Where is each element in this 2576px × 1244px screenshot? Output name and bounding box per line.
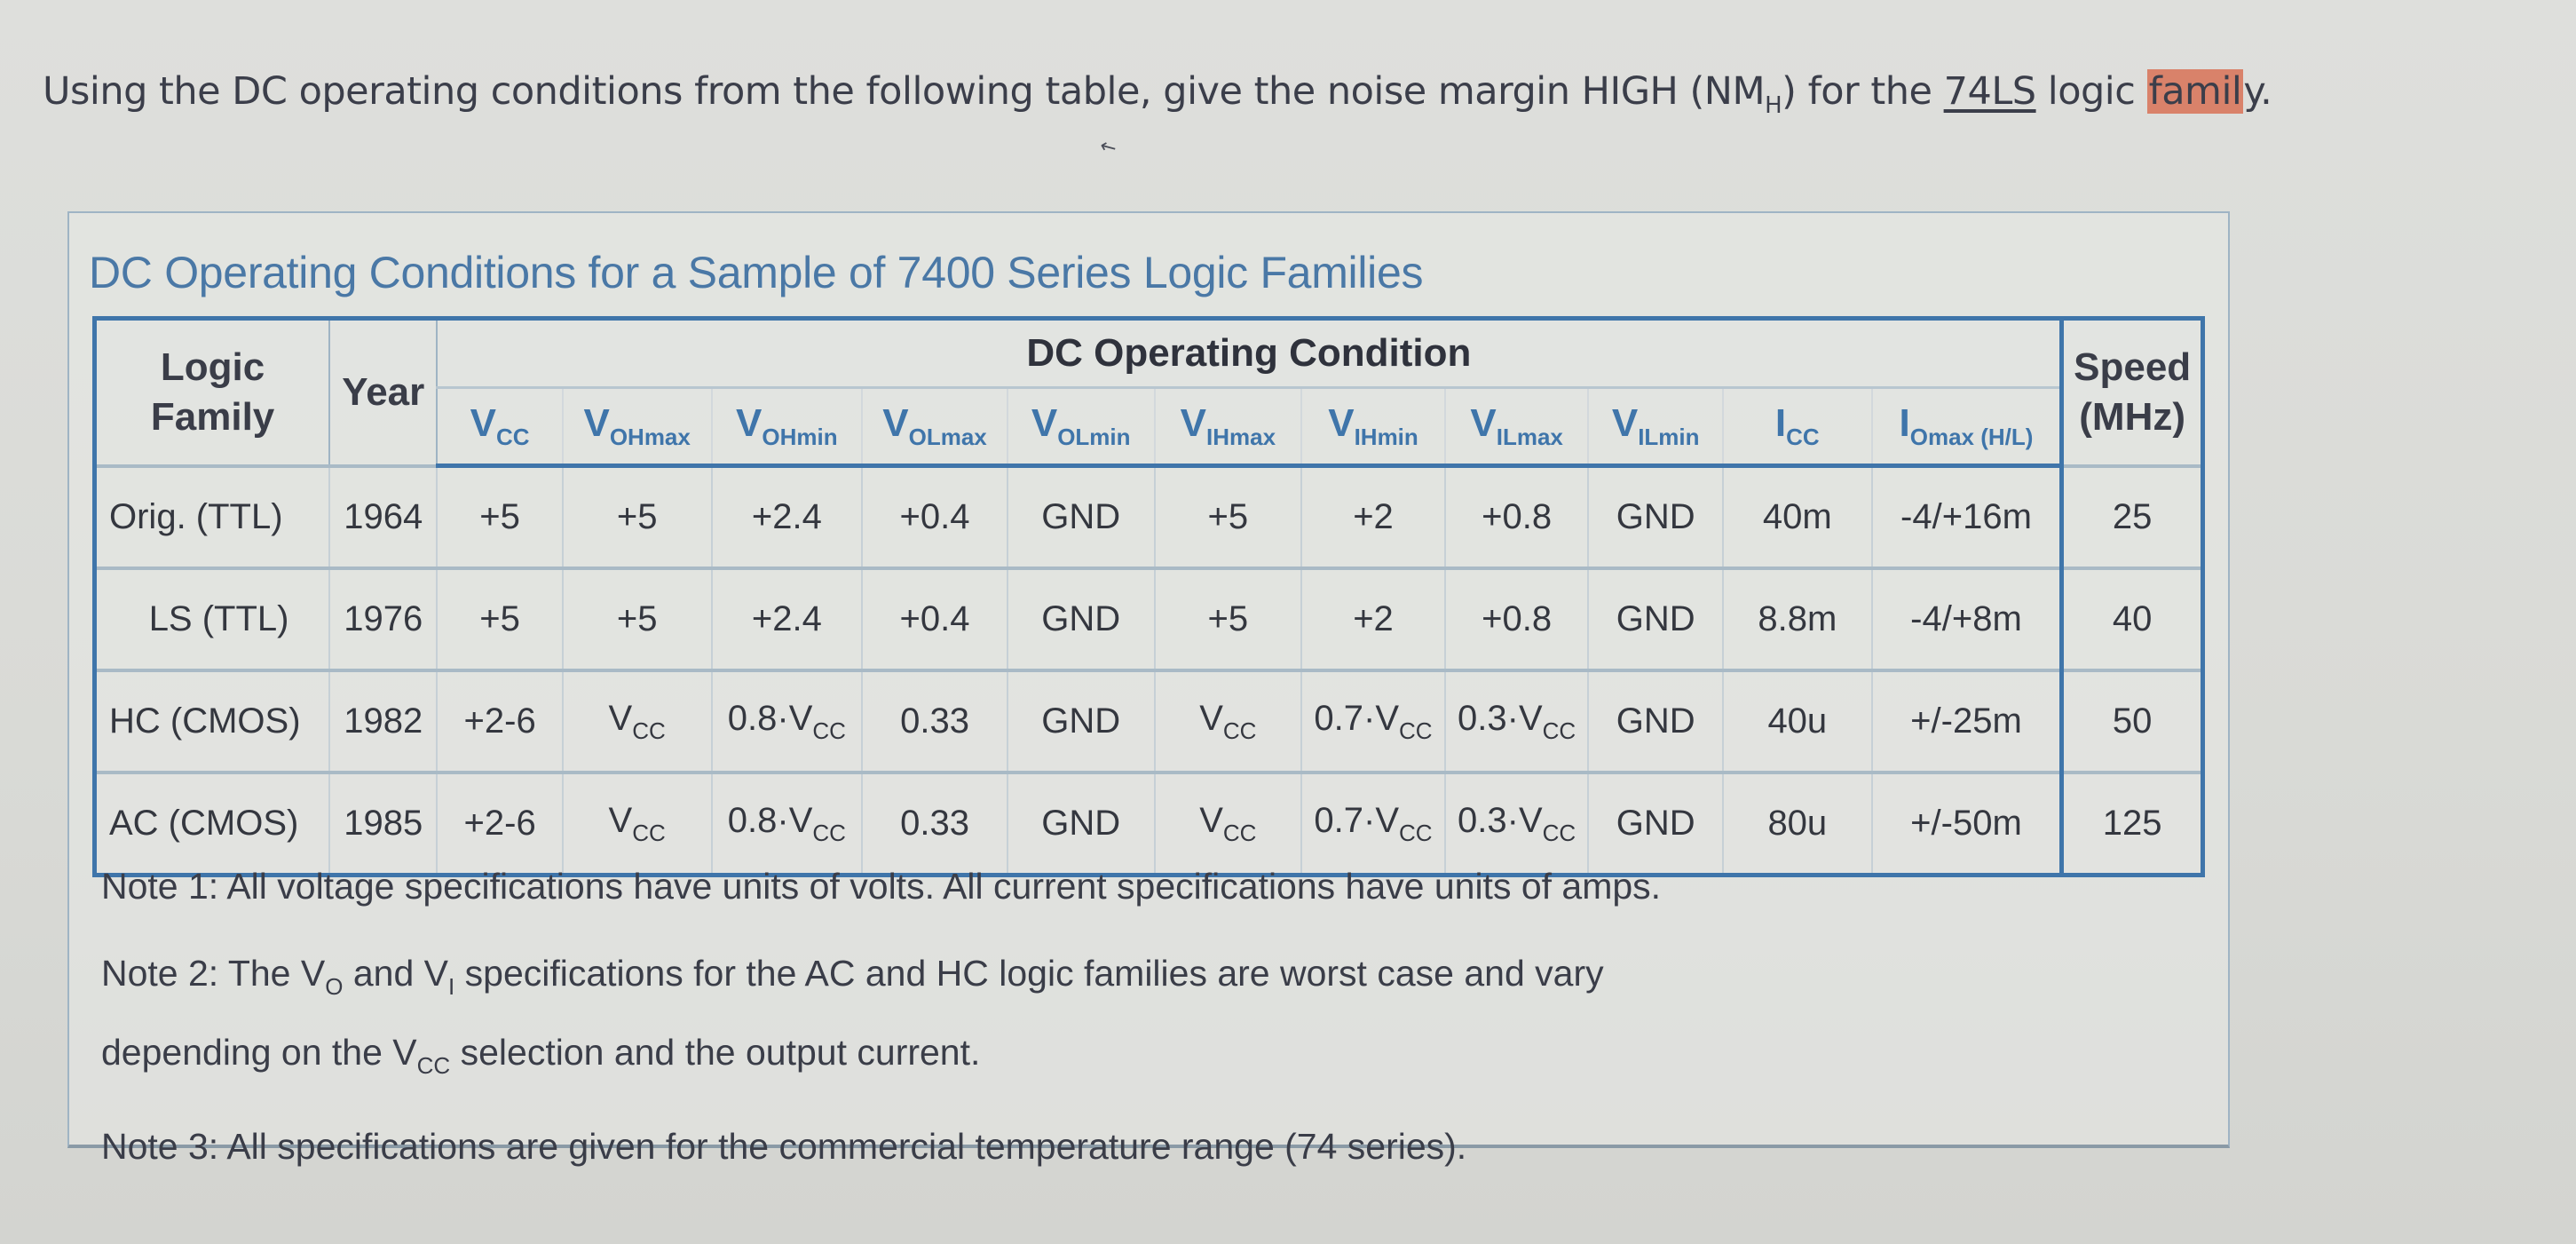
question-subscript: H bbox=[1765, 92, 1782, 119]
header-vihmin bbox=[1301, 388, 1445, 466]
cell-vihmin bbox=[1301, 773, 1445, 876]
cell-vihmax: +5 bbox=[1155, 466, 1302, 569]
param-sub: ILmax bbox=[1496, 424, 1563, 450]
param-sub: OLmin bbox=[1057, 424, 1131, 450]
cell-vcc: +5 bbox=[437, 568, 562, 670]
question-text bbox=[43, 69, 2272, 119]
value-base: V bbox=[1518, 800, 1543, 840]
header-iomax bbox=[1872, 388, 2062, 466]
value-prefix: 0.3· bbox=[1458, 698, 1519, 738]
cell-vilmin: GND bbox=[1588, 773, 1723, 876]
value-sub: CC bbox=[1542, 819, 1576, 846]
value-base: V bbox=[788, 698, 813, 738]
value-prefix: 0.8· bbox=[727, 800, 789, 840]
header-vohmax bbox=[563, 388, 712, 466]
param-sub: OHmax bbox=[609, 424, 691, 450]
header-speed bbox=[2062, 319, 2203, 466]
cell-vilmax: +0.8 bbox=[1445, 568, 1589, 670]
value-sub: CC bbox=[1222, 819, 1257, 846]
question-prefix: Using the DC operating conditions from the following table, give the noise margin HIGH (NM bbox=[43, 69, 1766, 114]
param-sub: IHmin bbox=[1354, 424, 1418, 450]
dc-conditions-panel bbox=[67, 211, 2230, 1167]
cell-vihmax bbox=[1155, 773, 1302, 876]
header-vohmin bbox=[712, 388, 863, 466]
value-prefix: 0.8· bbox=[727, 698, 789, 738]
value-base: V bbox=[1199, 800, 1223, 840]
note-2-text: selection and the output current. bbox=[450, 1032, 981, 1073]
param-base: I bbox=[1774, 401, 1787, 445]
cell-family: HC (CMOS) bbox=[95, 670, 330, 773]
mouse-cursor-icon: ↖ bbox=[1094, 132, 1121, 161]
header-year: Year bbox=[329, 319, 437, 466]
cell-vohmax: +5 bbox=[563, 568, 712, 670]
value-base: V bbox=[1199, 698, 1223, 738]
cell-vohmax: +5 bbox=[563, 466, 712, 569]
cell-vihmin: +2 bbox=[1301, 568, 1445, 670]
cell-vilmax bbox=[1445, 670, 1589, 773]
value-sub: CC bbox=[1222, 717, 1257, 744]
value-sub: CC bbox=[1399, 819, 1433, 846]
cell-iomax: +/-25m bbox=[1872, 670, 2062, 773]
header-vihmax bbox=[1155, 388, 1302, 466]
cell-vohmax bbox=[563, 773, 712, 876]
value-base: V bbox=[788, 800, 813, 840]
cell-vcc: +2-6 bbox=[437, 773, 562, 876]
cell-icc: 40u bbox=[1723, 670, 1872, 773]
cell-vihmin: +2 bbox=[1301, 466, 1445, 569]
panel-title: DC Operating Conditions for a Sample of 7400 Series Logic Families bbox=[89, 248, 1424, 297]
cell-icc: 8.8m bbox=[1723, 568, 1872, 670]
question-middle: ) for the bbox=[1782, 69, 1944, 114]
header-logic-family-line1: Logic bbox=[160, 345, 265, 389]
cell-iomax: -4/+8m bbox=[1872, 568, 2062, 670]
dc-operating-conditions-table bbox=[92, 316, 2205, 877]
header-vcc bbox=[437, 388, 562, 466]
cell-vilmin: GND bbox=[1588, 670, 1723, 773]
question-highlighted-text: famil bbox=[2148, 69, 2242, 114]
cell-volmin: GND bbox=[1007, 773, 1155, 876]
param-base: V bbox=[1328, 401, 1355, 445]
cell-vcc: +2-6 bbox=[437, 670, 562, 773]
cell-volmin: GND bbox=[1007, 670, 1155, 773]
cell-volmax: 0.33 bbox=[862, 773, 1007, 876]
cell-speed: 50 bbox=[2062, 670, 2203, 773]
param-base: V bbox=[1470, 401, 1497, 445]
question-underlined-term: 74LS bbox=[1943, 69, 2036, 114]
header-vilmax bbox=[1445, 388, 1589, 466]
cell-vilmin: GND bbox=[1588, 466, 1723, 569]
cell-vohmin bbox=[712, 773, 863, 876]
header-icc bbox=[1723, 388, 1872, 466]
cell-vihmax: +5 bbox=[1155, 568, 1302, 670]
cell-iomax: +/-50m bbox=[1872, 773, 2062, 876]
value-prefix: 0.7· bbox=[1314, 698, 1376, 738]
param-sub: CC bbox=[496, 424, 530, 450]
cell-vihmax bbox=[1155, 670, 1302, 773]
cell-year: 1976 bbox=[329, 568, 437, 670]
param-base: V bbox=[736, 401, 763, 445]
note-3: Note 3: All specifications are given for the commercial temperature range (74 series). bbox=[101, 1126, 1467, 1167]
cell-vilmin: GND bbox=[1588, 568, 1723, 670]
cell-year: 1964 bbox=[329, 466, 437, 569]
note-2-sub: CC bbox=[416, 1052, 451, 1079]
cell-year: 1982 bbox=[329, 670, 437, 773]
cell-volmax: 0.33 bbox=[862, 670, 1007, 773]
question-before-highlight: logic bbox=[2035, 69, 2147, 114]
value-sub: CC bbox=[812, 717, 846, 744]
cell-vihmin bbox=[1301, 670, 1445, 773]
header-vilmin bbox=[1588, 388, 1723, 466]
cell-volmin: GND bbox=[1007, 466, 1155, 569]
header-dc-operating-condition: DC Operating Condition bbox=[437, 319, 2061, 388]
value-base: V bbox=[1518, 698, 1543, 738]
cell-family: AC (CMOS) bbox=[95, 773, 330, 876]
cell-vohmin: +2.4 bbox=[712, 466, 863, 569]
note-2-sub: O bbox=[325, 973, 344, 1000]
value-sub: CC bbox=[632, 717, 666, 744]
param-base: V bbox=[470, 401, 496, 445]
param-base: V bbox=[583, 401, 610, 445]
value-sub: CC bbox=[1399, 717, 1433, 744]
cell-vcc: +5 bbox=[437, 466, 562, 569]
note-1: Note 1: All voltage specifications have units of volts. All current specifications have units of amps. bbox=[101, 866, 1662, 907]
param-base: V bbox=[1180, 401, 1206, 445]
note-2-text: Note 2: The V bbox=[101, 953, 326, 994]
question-suffix: y. bbox=[2243, 69, 2272, 114]
cell-volmin: GND bbox=[1007, 568, 1155, 670]
cell-vilmax: +0.8 bbox=[1445, 466, 1589, 569]
value-sub: CC bbox=[812, 819, 846, 846]
cell-speed: 25 bbox=[2062, 466, 2203, 569]
cell-vohmax bbox=[563, 670, 712, 773]
param-base: I bbox=[1899, 401, 1910, 445]
value-sub: CC bbox=[1542, 717, 1576, 744]
note-2-text: specifications for the AC and HC logic families are worst case and vary bbox=[454, 953, 1604, 994]
cell-speed: 125 bbox=[2062, 773, 2203, 876]
value-sub: CC bbox=[632, 819, 666, 846]
note-2-sub: I bbox=[448, 973, 455, 1000]
cell-family: LS (TTL) bbox=[95, 568, 330, 670]
header-row-group bbox=[95, 319, 2203, 388]
cell-vilmax bbox=[1445, 773, 1589, 876]
value-base: V bbox=[1375, 800, 1400, 840]
cell-volmax: +0.4 bbox=[862, 568, 1007, 670]
cell-icc: 80u bbox=[1723, 773, 1872, 876]
table-row bbox=[95, 466, 2203, 569]
header-speed-line2: (MHz) bbox=[2079, 394, 2186, 439]
table-row bbox=[95, 568, 2203, 670]
cell-icc: 40m bbox=[1723, 466, 1872, 569]
value-base: V bbox=[608, 800, 633, 840]
note-2-text: depending on the V bbox=[101, 1032, 417, 1073]
param-sub: Omax (H/L) bbox=[1909, 424, 2034, 450]
value-base: V bbox=[608, 698, 633, 738]
param-base: V bbox=[1611, 401, 1639, 445]
param-base: V bbox=[882, 401, 909, 445]
cell-vohmin bbox=[712, 670, 863, 773]
note-2-text: and V bbox=[343, 953, 449, 994]
notes bbox=[101, 868, 1661, 1165]
table-row bbox=[95, 773, 2203, 876]
cell-speed: 40 bbox=[2062, 568, 2203, 670]
param-sub: CC bbox=[1786, 424, 1820, 450]
param-sub: OLmax bbox=[908, 424, 987, 450]
param-sub: OHmin bbox=[762, 424, 838, 450]
value-prefix: 0.3· bbox=[1458, 800, 1519, 840]
cell-family: Orig. (TTL) bbox=[95, 466, 330, 569]
cell-iomax: -4/+16m bbox=[1872, 466, 2062, 569]
header-logic-family-line2: Family bbox=[150, 394, 275, 439]
param-base: V bbox=[1031, 401, 1058, 445]
value-prefix: 0.7· bbox=[1314, 800, 1376, 840]
value-base: V bbox=[1375, 698, 1400, 738]
cell-year: 1985 bbox=[329, 773, 437, 876]
header-logic-family bbox=[95, 319, 330, 466]
header-volmin bbox=[1007, 388, 1155, 466]
note-2 bbox=[101, 940, 1661, 1098]
header-volmax bbox=[862, 388, 1007, 466]
cell-vohmin: +2.4 bbox=[712, 568, 863, 670]
cell-volmax: +0.4 bbox=[862, 466, 1007, 569]
param-sub: ILmin bbox=[1638, 424, 1700, 450]
param-sub: IHmax bbox=[1206, 424, 1276, 450]
table-row bbox=[95, 670, 2203, 773]
header-speed-line1: Speed bbox=[2074, 345, 2192, 389]
